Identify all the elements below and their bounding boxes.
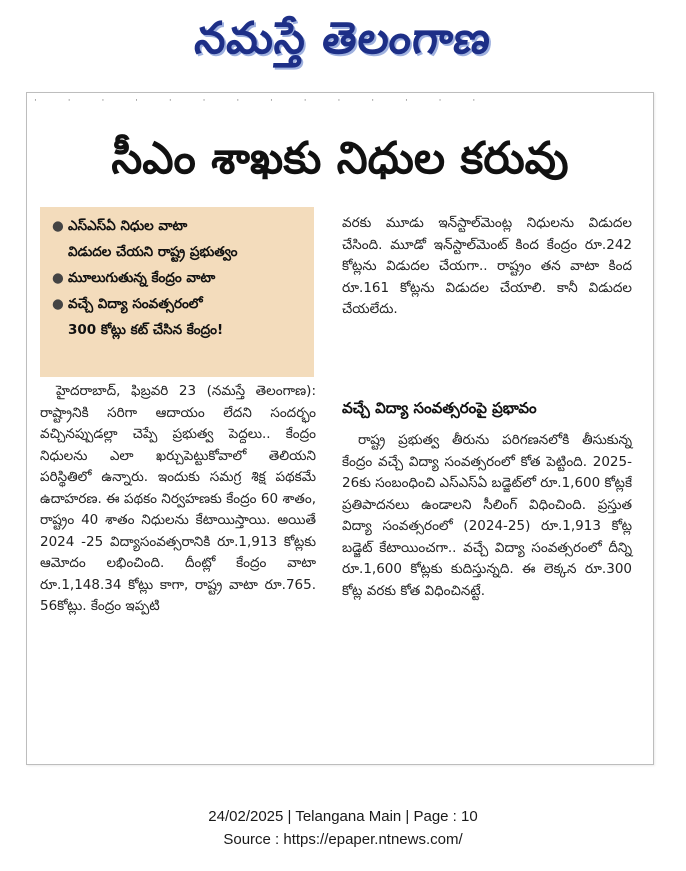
article-column-right-top [342, 213, 632, 321]
masthead-logo-text: నమస్తే తెలంగాణ [192, 13, 494, 64]
highlight-item-continuation: విడుదల చేయని రాష్ట్ర ప్రభుత్వం [68, 244, 238, 260]
highlight-item-continuation: 300 కోట్లు కట్ చేసిన కేంద్రం! [68, 322, 224, 338]
clipped-top-strip: · · · · · · · · · · · · · · [34, 96, 490, 106]
article-column-left [40, 381, 316, 618]
article-paragraph: రాష్ట్ర ప్రభుత్వ తీరును పరిగణనలోకి తీసుకున్న కేంద్రం వచ్చే విద్యా సంవత్సరంలో కోత పెట్టింది. 2025-26కు సంబంధించి ఎస్ఎస్ఏ బడ్జెట్‌లో రూ.1,600 కోట్లకే ప్రతిపాదనలు ఉండాలని సీలింగ్ విధించింది. ప్రస్తుత విద్యా సంవత్సరంలో (2024-25) రూ.1,913 కోట్ల బడ్జెట్ కేటాయించగా.. వచ్చే విద్యా సంవత్సరంలో దీన్ని రూ.1,600 కోట్లకు కుదిస్తున్నది. ఈ లెక్కన రూ.300 కోట్ల వరకు కోత విధించినట్టే. [342, 432, 632, 599]
highlights-box [40, 207, 314, 377]
newspaper-masthead [0, 4, 686, 74]
highlight-item: ● ఎస్ఎస్ఏ నిధుల వాటా [52, 213, 306, 239]
article-subheading: వచ్చే విద్యా సంవత్సరంపై ప్రభావం [342, 399, 537, 417]
footer-source: Source : https://epaper.ntnews.com/ [223, 831, 463, 848]
bullet-icon: ● [52, 270, 64, 286]
bullet-icon: ● [52, 218, 64, 234]
highlight-item: ● వచ్చే విద్యా సంవత్సరంలో [52, 291, 306, 317]
article-paragraph: హైదరాబాద్, ఫిబ్రవరి 23 (నమస్తే తెలంగాణ): రాష్ట్రానికి సరిగా ఆదాయం లేదని సందర్భం వచ్చినప్పుడల్లా చెప్పే ప్రభుత్వ పెద్దలు.. కేంద్రం నిధులను ఎలా ఖర్చుపెట్టుకోవాలో తెలియని పరిస్థితిలో ఉన్నారు. ఇందుకు సమగ్ర శిక్ష పథకమే ఉదాహరణ. ఈ పథకం నిర్వహణకు కేంద్రం 60 శాతం, రాష్ట్రం 40 శాతం నిధులను కేటాయిస్తాయి. అయితే 2024 -25 విద్యాసంవత్సరానికి రూ.1,913 కోట్లకు ఆమోదం లభించింది. దీంట్లో కేంద్రం వాటా రూ.1,148.34 కోట్లు కాగా, రాష్ట్ర వాటా రూ.765. 56కోట్లు. కేంద్రం ఇప్పటి [40, 383, 316, 614]
bullet-icon: ● [52, 296, 64, 312]
highlight-item: ● మూలుగుతున్న కేంద్రం వాటా [52, 265, 306, 291]
article-column-right-bottom [342, 430, 632, 602]
article-headline: సీఎం శాఖకు నిధుల కరువు [111, 133, 569, 184]
footer-date-page: 24/02/2025 | Telangana Main | Page : 10 [208, 808, 478, 825]
article-paragraph: వరకు మూడు ఇన్‌స్టాల్‌మెంట్ల నిధులను విడుదల చేసింది. మూడో ఇన్‌స్టాల్‌మెంట్ కింద కేంద్రం రూ.242 కోట్లను విడుదల చేయగా.. రాష్ట్రం తన వాటా కింద రూ.161 కోట్లను విడుదల చేయాలి. కానీ విడుదల చేయలేదు. [342, 215, 632, 317]
